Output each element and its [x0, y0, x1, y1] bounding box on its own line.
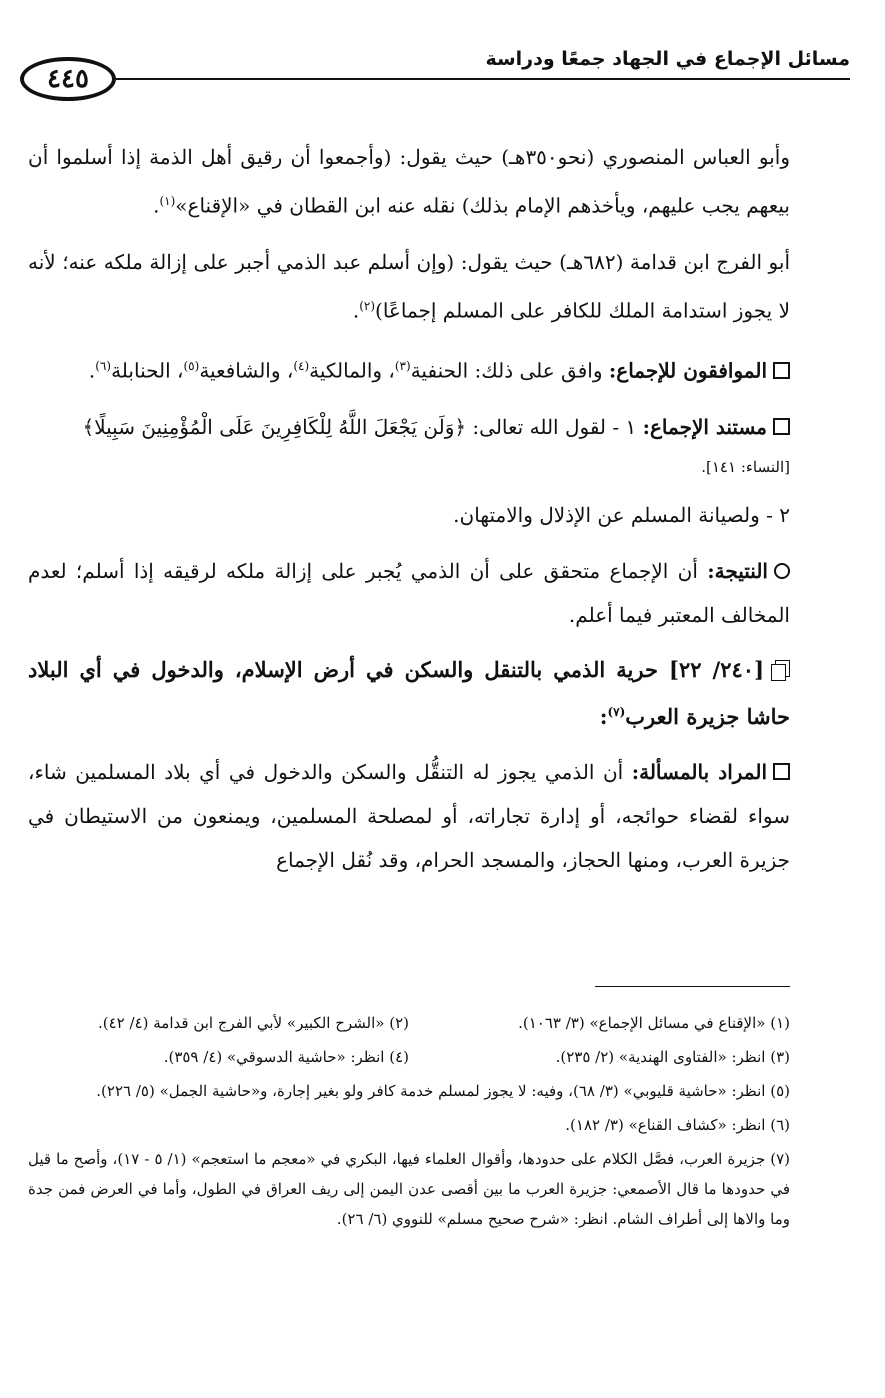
footnote-row: [28, 1008, 790, 1038]
paragraph-basis: مستند الإجماع: ١ - لقول الله تعالى: ﴿وَلَن يَجْعَلَ اللَّهُ لِلْكَافِرِينَ عَلَى الْمُؤْمِنِينَ سَبِيلًا﴾: [28, 405, 790, 449]
footnote-1: (١) «الإقناع في مسائل الإجماع» (٣/ ١٠٦٣).: [518, 1014, 790, 1032]
paragraph-mansouri: وأبو العباس المنصوري (نحو٣٥٠هـ) حيث يقول: (وأجمعوا أن رقيق أهل الذمة إذا أسلموا أن بيعهم يجب عليهم، ويأخذهم الإمام بذلك) نقله عنه ابن القطان في «الإقناع»$^{(١)}$.: [28, 145, 791, 218]
header-rule: [116, 78, 850, 80]
footnote-ref-1: (١): [159, 194, 176, 208]
footnote-row: [28, 1042, 790, 1072]
footnote-5: (٥) انظر: «حاشية قليوبي» (٣/ ٦٨)، وفيه: لا يجوز لمسلم خدمة كافر ولو بغير إجارة، و«حاشية الجمل» (٥/ ٢٢٦).: [96, 1082, 790, 1100]
square-bullet-icon: [773, 362, 790, 379]
paragraph-agreeing: الموافقون للإجماع: وافق على ذلك: الحنفية$^{(٣)}$، والمالكية$^{(٤)}$، والشافعية$^{(٥)}$، الحنابلة$^{(٦)}$.: [28, 344, 790, 393]
agreeing-label: الموافقون للإجماع:: [608, 358, 767, 383]
meaning-label: المراد بالمسألة:: [631, 759, 767, 784]
footnote-2: (٢) «الشرح الكبير» لأبي الفرج ابن قدامة (٤/ ٤٢).: [98, 1014, 409, 1032]
footnote-4: (٤) انظر: «حاشية الدسوقي» (٤/ ٣٥٩).: [163, 1048, 409, 1066]
result-label: النتيجة:: [707, 558, 768, 583]
footnote-ref-5: (٥): [183, 359, 200, 374]
basis-label: مستند الإجماع:: [642, 414, 767, 439]
footnote-separator: [595, 986, 790, 987]
footnote-ref-3: (٣): [394, 359, 411, 374]
square-bullet-icon: [773, 763, 790, 780]
footnote-ref-2: (٢): [359, 298, 376, 313]
footnote-6: (٦) انظر: «كشاف القناع» (٣/ ١٨٢).: [565, 1116, 790, 1134]
section-heading: [٢٤٠/ ٢٢] حرية الذمي بالتنقل والسكن في أرض الإسلام، والدخول في أي البلاد حاشا جزيرة العرب$^{(٧)}$:: [28, 656, 790, 729]
page-number-badge: ٤٤٥: [20, 57, 116, 101]
page-header: [20, 44, 850, 104]
running-title: مسائل الإجماع في الجهاد جمعًا ودراسة: [485, 48, 850, 70]
paragraph-result: النتيجة: أن الإجماع متحقق على أن الذمي يُجبر على إزالة ملكه لرقيقه إذا أسلم؛ لعدم المخالف المعتبر فيما أعلم.: [28, 558, 790, 627]
footnotes: [28, 1008, 790, 1238]
footnote-3: (٣) انظر: «الفتاوى الهندية» (٢/ ٢٣٥).: [555, 1048, 790, 1066]
footnote-7: (٧) جزيرة العرب، فصَّل الكلام على حدودها، وأقوال العلماء فيها، البكري في «معجم ما استعجم» (١/ ٥ - ١٧)، وأصح ما قيل في حدودها ما قال الأصمعي: جزيرة العرب ما بين أقصى عدن اليمن إلى ريف العراق في الطول، وأما في العرض فمن جدة وما والاها إلى أطراف الشام. انظر: «شرح صحيح مسلم» للنووي (٦/ ٢٦).: [28, 1150, 790, 1228]
footnote-ref-7: (٧): [607, 704, 626, 719]
footnote-ref-6: (٦): [95, 359, 112, 374]
quran-citation: [النساء: ١٤١].: [701, 457, 790, 476]
paragraph-basis-2: ٢ - ولصيانة المسلم عن الإذلال والامتهان.: [453, 502, 790, 527]
circle-bullet-icon: [774, 563, 790, 579]
footnote-ref-4: (٤): [293, 359, 310, 374]
books-icon: [772, 660, 790, 680]
main-text: [28, 135, 790, 894]
paragraph-meaning: المراد بالمسألة: أن الذمي يجوز له التنقُّل والسكن والدخول في أي بلاد المسلمين شاء، سواء لقضاء حوائجه، أو إدارة تجاراته، أو لمصلحة المسلمين، ويمنعون من الاستيطان في جزيرة العرب، ومنها الحجاز، والمسجد الحرام، وقد نُقل الإجماع: [28, 759, 790, 872]
square-bullet-icon: [773, 418, 790, 435]
paragraph-ibn-qudama: أبو الفرج ابن قدامة (٦٨٢هـ) حيث يقول: (وإن أسلم عبد الذمي أجبر على إزالة ملكه عنه؛ لأنه لا يجوز استدامة الملك للكافر على المسلم إجماعًا)$^{(٢)}$.: [28, 249, 790, 323]
